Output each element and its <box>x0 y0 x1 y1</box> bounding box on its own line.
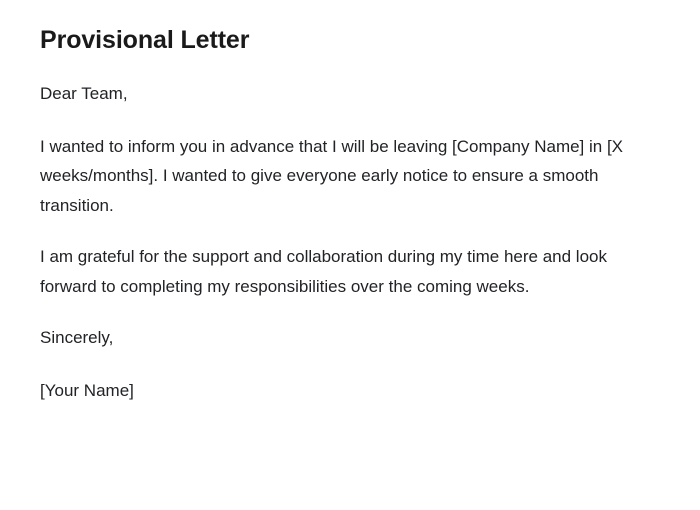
page-title: Provisional Letter <box>40 26 250 54</box>
salutation-text: Dear Team, <box>40 83 128 103</box>
body-paragraph-2: I am grateful for the support and collaboration during my time here and look forward to completing my responsibilities over the coming weeks. <box>40 247 607 296</box>
closing-text: Sincerely, <box>40 327 114 347</box>
signature-text: [Your Name] <box>40 381 134 401</box>
body-paragraph-1: I wanted to inform you in advance that I will be leaving [Company Name] in [X weeks/months]. I wanted to give everyone early notice to ensure a smooth transition. <box>40 136 624 215</box>
